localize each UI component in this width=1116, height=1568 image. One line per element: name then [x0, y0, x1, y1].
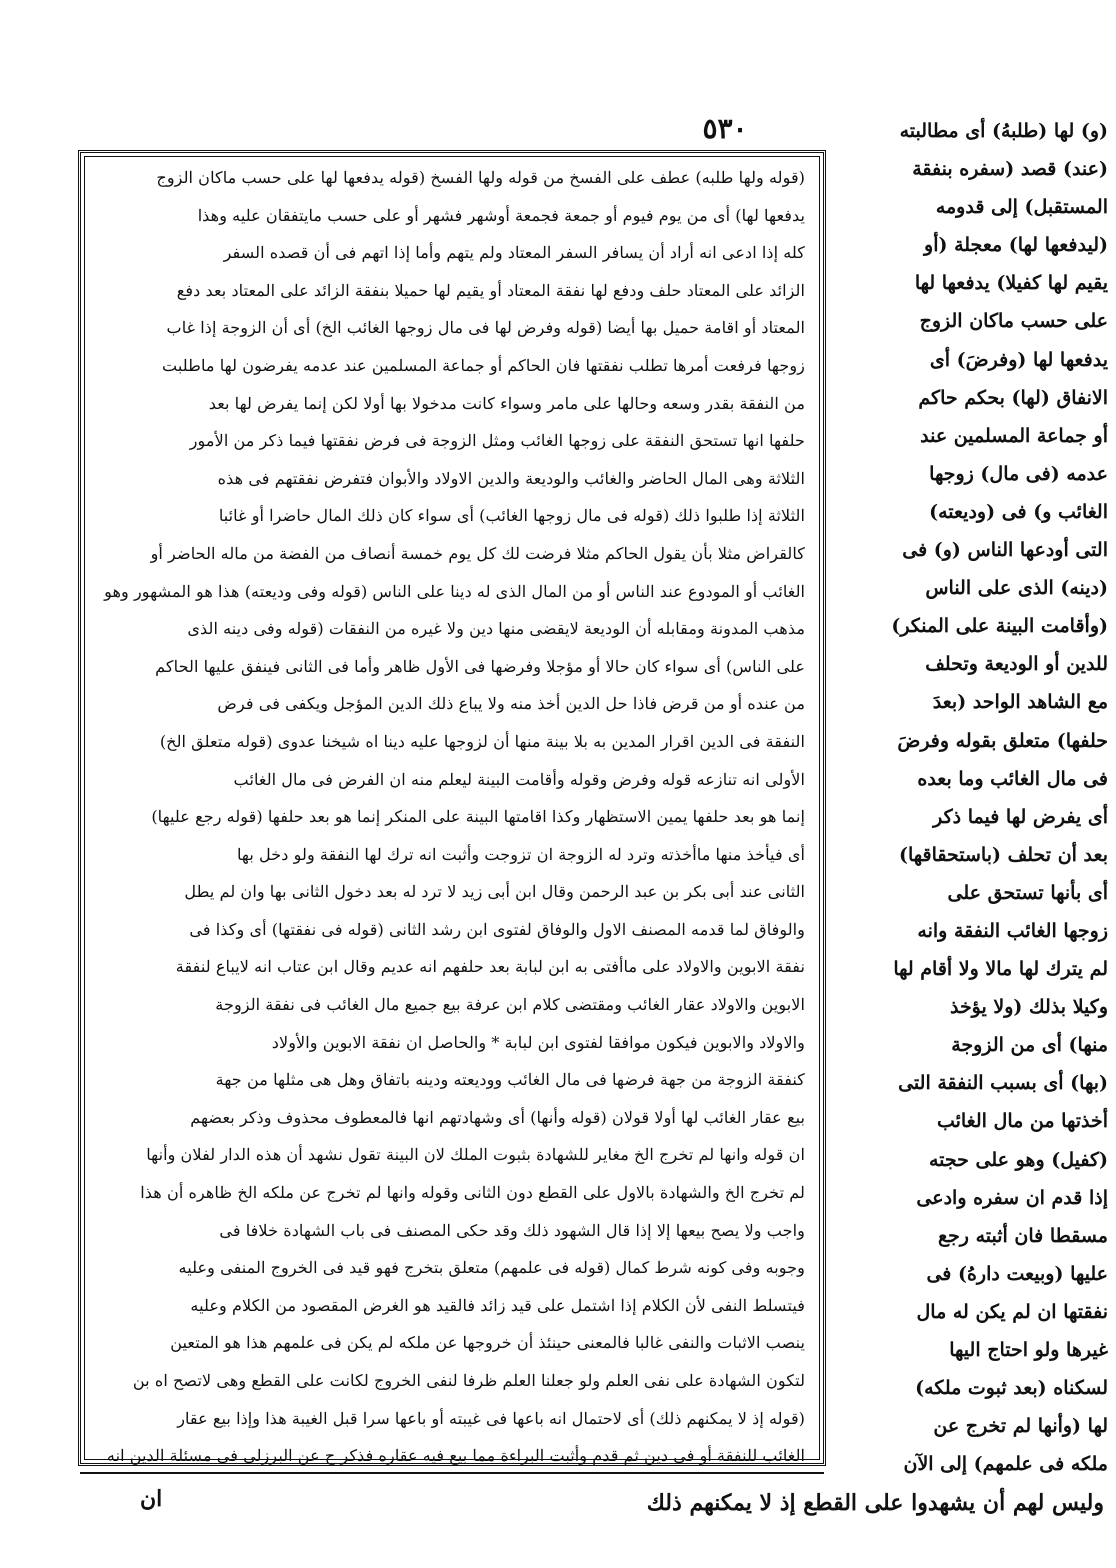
- matn-line: عدمه (فى مال) زوجها: [929, 462, 1108, 485]
- commentary-line: وجوبه وفى كونه شرط كمال (قوله فى علمهم) متعلق بتخرج فهو قيد فى الخروج المنفى وعليه: [178, 1258, 805, 1278]
- commentary-line: (قوله إذ لا يمكنهم ذلك) أى لاحتمال انه باعها فى غيبته أو باعها سرا قبل الغيبة هذا وإذا بيع عقار: [177, 1408, 805, 1428]
- commentary-frame: [78, 150, 826, 1466]
- commentary-line: المعتاد أو اقامة حميل بها أيضا (قوله وفرض لها فى مال زوجها الغائب الخ) أى أن الزوجة إذا غاب: [166, 318, 805, 338]
- commentary-line: لم تخرج الخ والشهادة بالاول على القطع دون الثانى وقوله وانها لم تخرج عن ملكه الخ ظاهره أن هذا: [140, 1183, 805, 1203]
- commentary-line: لتكون الشهادة على نفى العلم ولو جعلنا العلم ظرفا لنفى الخروج لكانت على القطع وهى لاتصح اه بن: [132, 1371, 805, 1390]
- commentary-line: الثانى عند أبى بكر بن عبد الرحمن وقال ابن أبى زيد لا ترد له بعد دخول الثانى بها وان لم يطل: [184, 882, 805, 902]
- matn-line: على حسب ماكان الزوج: [919, 310, 1108, 333]
- matn-line: أو جماعة المسلمين عند: [920, 424, 1108, 447]
- matn-line: منها) أى من الزوجة: [951, 1034, 1108, 1057]
- page-number: ٥٣٠: [702, 112, 748, 145]
- commentary-line: من عنده أو من قرض فاذا حل الدين أخذ منه ولا يباع ذلك الدين المؤجل ويكفى فى فرض: [217, 694, 805, 714]
- matn-line: غيرها ولو احتاج اليها: [949, 1339, 1108, 1361]
- footer-continuation: وليس لهم أن يشهدوا على القطع إذ لا يمكنهم ذلك: [646, 1490, 1104, 1516]
- matn-line: لسكناه (بعد ثبوت ملكه): [915, 1377, 1108, 1400]
- matn-line: لها (وأنها لم تخرج عن: [933, 1415, 1108, 1438]
- commentary-line: الأولى انه تنازعه قوله وفرض وقوله وأقامت البينة ليعلم منه ان الفرض فى مال الغائب: [233, 769, 805, 789]
- matn-line: الغائب و) فى (وديعته): [929, 500, 1108, 523]
- matn-line: إذا قدم ان سفره وادعى: [916, 1186, 1108, 1209]
- commentary-line: والوفاق لما قدمه المصنف الاول والوفاق لفتوى ابن رشد الثانى (قوله فى نفقتها) أى وكذا فى: [189, 919, 805, 939]
- matn-line: يدفعها لها (وفرضَ) أى: [929, 348, 1108, 371]
- matn-line: (بها) أى بسبب النفقة التى: [898, 1072, 1108, 1095]
- commentary-line: أى فيأخذ منها ماأخذته وترد له الزوجة ان تزوجت وأثبت انه ترك لها النفقة ولو دخل بها: [236, 844, 805, 864]
- commentary-line: ينصب الاثبات والنفى غالبا فالمعنى حينئذ أن خروجها عن ملكه لم يكن فى علمهم هذا هو المتعين: [170, 1333, 805, 1353]
- matn-line: مع الشاهد الواحد (بعدَ: [932, 691, 1108, 714]
- matn-line: للدين أو الوديعة وتحلف: [925, 653, 1108, 676]
- matn-line: أخذتها من مال الغائب: [936, 1110, 1108, 1133]
- commentary-line: نفقة الابوين والاولاد على ماأفتى به ابن لبابة بعد حلفهم انه عديم وقال ابن عتاب انه لايباع لنفقة: [175, 957, 805, 977]
- commentary-line: النفقة فى الدين اقرار المدين به بلا بينة منها أن لزوجها عليه دينا اه شيخنا عدوى (قوله متعلق الخ): [159, 731, 805, 751]
- matn-line: (وأقامت البينة على المنكر): [891, 615, 1108, 638]
- catchword: ان: [140, 1486, 163, 1512]
- matn-line: المستقبل) إلى قدومه: [935, 196, 1108, 219]
- commentary-line: الابوين والاولاد عقار الغائب ومقتضى كلام ابن عرفة بيع جميع مال الغائب فى نفقة الزوجة: [215, 995, 805, 1015]
- matn-line: (ليدفعها لها) معجلة (أو: [924, 234, 1108, 257]
- matn-line: (و) لها (طلبهُ) أى مطالبته: [899, 120, 1108, 142]
- matn-line: (عند) قصد (سفره بنفقة: [912, 158, 1108, 181]
- matn-line: أى يفرض لها فيما ذكر: [933, 805, 1108, 828]
- bottom-rule: [80, 1472, 824, 1474]
- matn-line: أى بأنها تستحق على: [947, 881, 1108, 904]
- commentary-line: كنفقة الزوجة من جهة فرضها فى مال الغائب ووديعته ودينه باتفاق وهل هى مثلها من جهة: [215, 1070, 805, 1090]
- commentary-line: الغائب للنفقة أو فى دين ثم قدم وأثبت البراءة مما بيع فيه عقاره فذكر ح عن البرزلى فى مسئلة الدين انه: [106, 1446, 805, 1466]
- matn-line: فى مال الغائب وما بعده: [917, 767, 1108, 790]
- commentary-line: والاولاد والابوين فيكون موافقا لفتوى ابن لبابة * والحاصل ان نفقة الابوين والأولاد: [271, 1032, 805, 1052]
- commentary-line: مذهب المدونة ومقابله أن الوديعة لايقضى منها دين ولا غيره من النفقات (قوله وفى دينه الذى: [187, 619, 805, 639]
- matn-line: عليها (وبيعت دارهُ) فى: [926, 1262, 1108, 1285]
- matn-line: التى أودعها الناس (و) فى: [902, 539, 1108, 562]
- commentary-line: الثلاثة إذا طلبوا ذلك (قوله فى مال زوجها الغائب) أى سواء كان ذلك المال حاضرا أو غائبا: [218, 506, 805, 526]
- commentary-line: كالقراض مثلا بأن يقول الحاكم مثلا فرضت لك كل يوم خمسة أنصاف من الفضة من ماله الحاضر أو: [150, 543, 805, 563]
- commentary-line: من النفقة بقدر وسعه وحالها على مامر وسواء كانت مدخولا بها أولا لكن إنما يفرض لها بعد: [208, 393, 805, 413]
- matn-line: (كفيل) وهو على حجته: [928, 1148, 1108, 1171]
- matn-line: الانفاق (لها) بحكم حاكم: [918, 386, 1108, 409]
- commentary-line: كله إذا ادعى انه أراد أن يسافر السفر المعتاد ولم يتهم وأما إذا اتهم فى أن قصده السفر: [223, 243, 805, 263]
- matn-line: (دينه) الذى على الناس: [925, 577, 1108, 600]
- commentary-line: إنما هو بعد حلفها يمين الاستظهار وكذا اقامتها البينة على المنكر إنما هو بعد حلفها (قوله رجع عليها): [151, 807, 805, 827]
- commentary-line: حلفها انها تستحق النفقة على زوجها الغائب ومثل الزوجة فى فرض نفقتها فيما ذكر من الأمور: [189, 431, 805, 451]
- matn-line: نفقتها ان لم يكن له مال: [916, 1300, 1108, 1323]
- commentary-line: بيع عقار الغائب لها أولا قولان (قوله وأنها) أى وشهادتهم انها فالمعطوف محذوف وذكر بعضهم: [190, 1107, 805, 1127]
- matn-line: حلفها) متعلق بقوله وفرضَ: [897, 729, 1108, 752]
- commentary-line: يدفعها لها) أى من يوم فيوم أو جمعة فجمعة أوشهر فشهر أو على حسب مايتفقان عليه وهذا: [197, 205, 805, 225]
- matn-column: [818, 112, 1108, 1483]
- commentary-line: الثلاثة وهى المال الحاضر والغائب والوديعة والدين الاولاد والأبوان فتفرض نفقتهم فى هذه: [217, 468, 805, 488]
- matn-line: بعد أن تحلف (باستحقاقها): [898, 843, 1108, 866]
- matn-line: وكيلا بذلك (ولا يؤخذ: [949, 996, 1108, 1019]
- commentary-line: الزائد على المعتاد حلف ودفع لها نفقة المعتاد أو يقيم لها حميلا بنفقة الزائد على المعتاد بعد دفع: [176, 280, 805, 300]
- commentary-line: على الناس) أى سواء كان حالا أو مؤجلا وفرضها فى الأول ظاهر وأما فى الثانى فينفق عليها الحاكم: [155, 656, 805, 676]
- matn-line: ملكه فى علمهم) إلى الآن: [903, 1453, 1108, 1476]
- commentary-line: واجب ولا يصح بيعها إلا إذا قال الشهود ذلك وقد حكى المصنف فى باب الشهادة خلافا فى: [219, 1220, 805, 1240]
- matn-line: زوجها الغائب النفقة وانه: [917, 919, 1108, 942]
- commentary-line: الغائب أو المودوع عند الناس أو من المال الذى له دينا على الناس (قوله وفى وديعته) هذا هو المشهور وهو: [104, 581, 805, 601]
- matn-line: لم يترك لها مالا ولا أقام لها: [893, 958, 1108, 981]
- commentary-text: [95, 159, 805, 1475]
- matn-line: يقيم لها كفيلا) يدفعها لها: [914, 272, 1108, 295]
- commentary-line: زوجها فرفعت أمرها تطلب نفقتها فان الحاكم أو جماعة المسلمين عند عدمه يفرضون لها ماطلبت: [161, 355, 805, 375]
- commentary-line: ان قوله وانها لم تخرج الخ مغاير للشهادة بثبوت الملك لان البينة تقول نشهد أن هذه الدار لفلان وأنها: [146, 1145, 805, 1165]
- commentary-line: فيتسلط النفى لأن الكلام إذا اشتمل على قيد زائد فالقيد هو الغرض المقصود من الكلام وعليه: [190, 1295, 805, 1315]
- commentary-line: (قوله ولها طلبه) عطف على الفسخ من قوله ولها الفسخ (قوله يدفعها لها على حسب ماكان الزوج: [156, 168, 805, 187]
- matn-line: مسقطا فان أثبته رجع: [937, 1224, 1108, 1247]
